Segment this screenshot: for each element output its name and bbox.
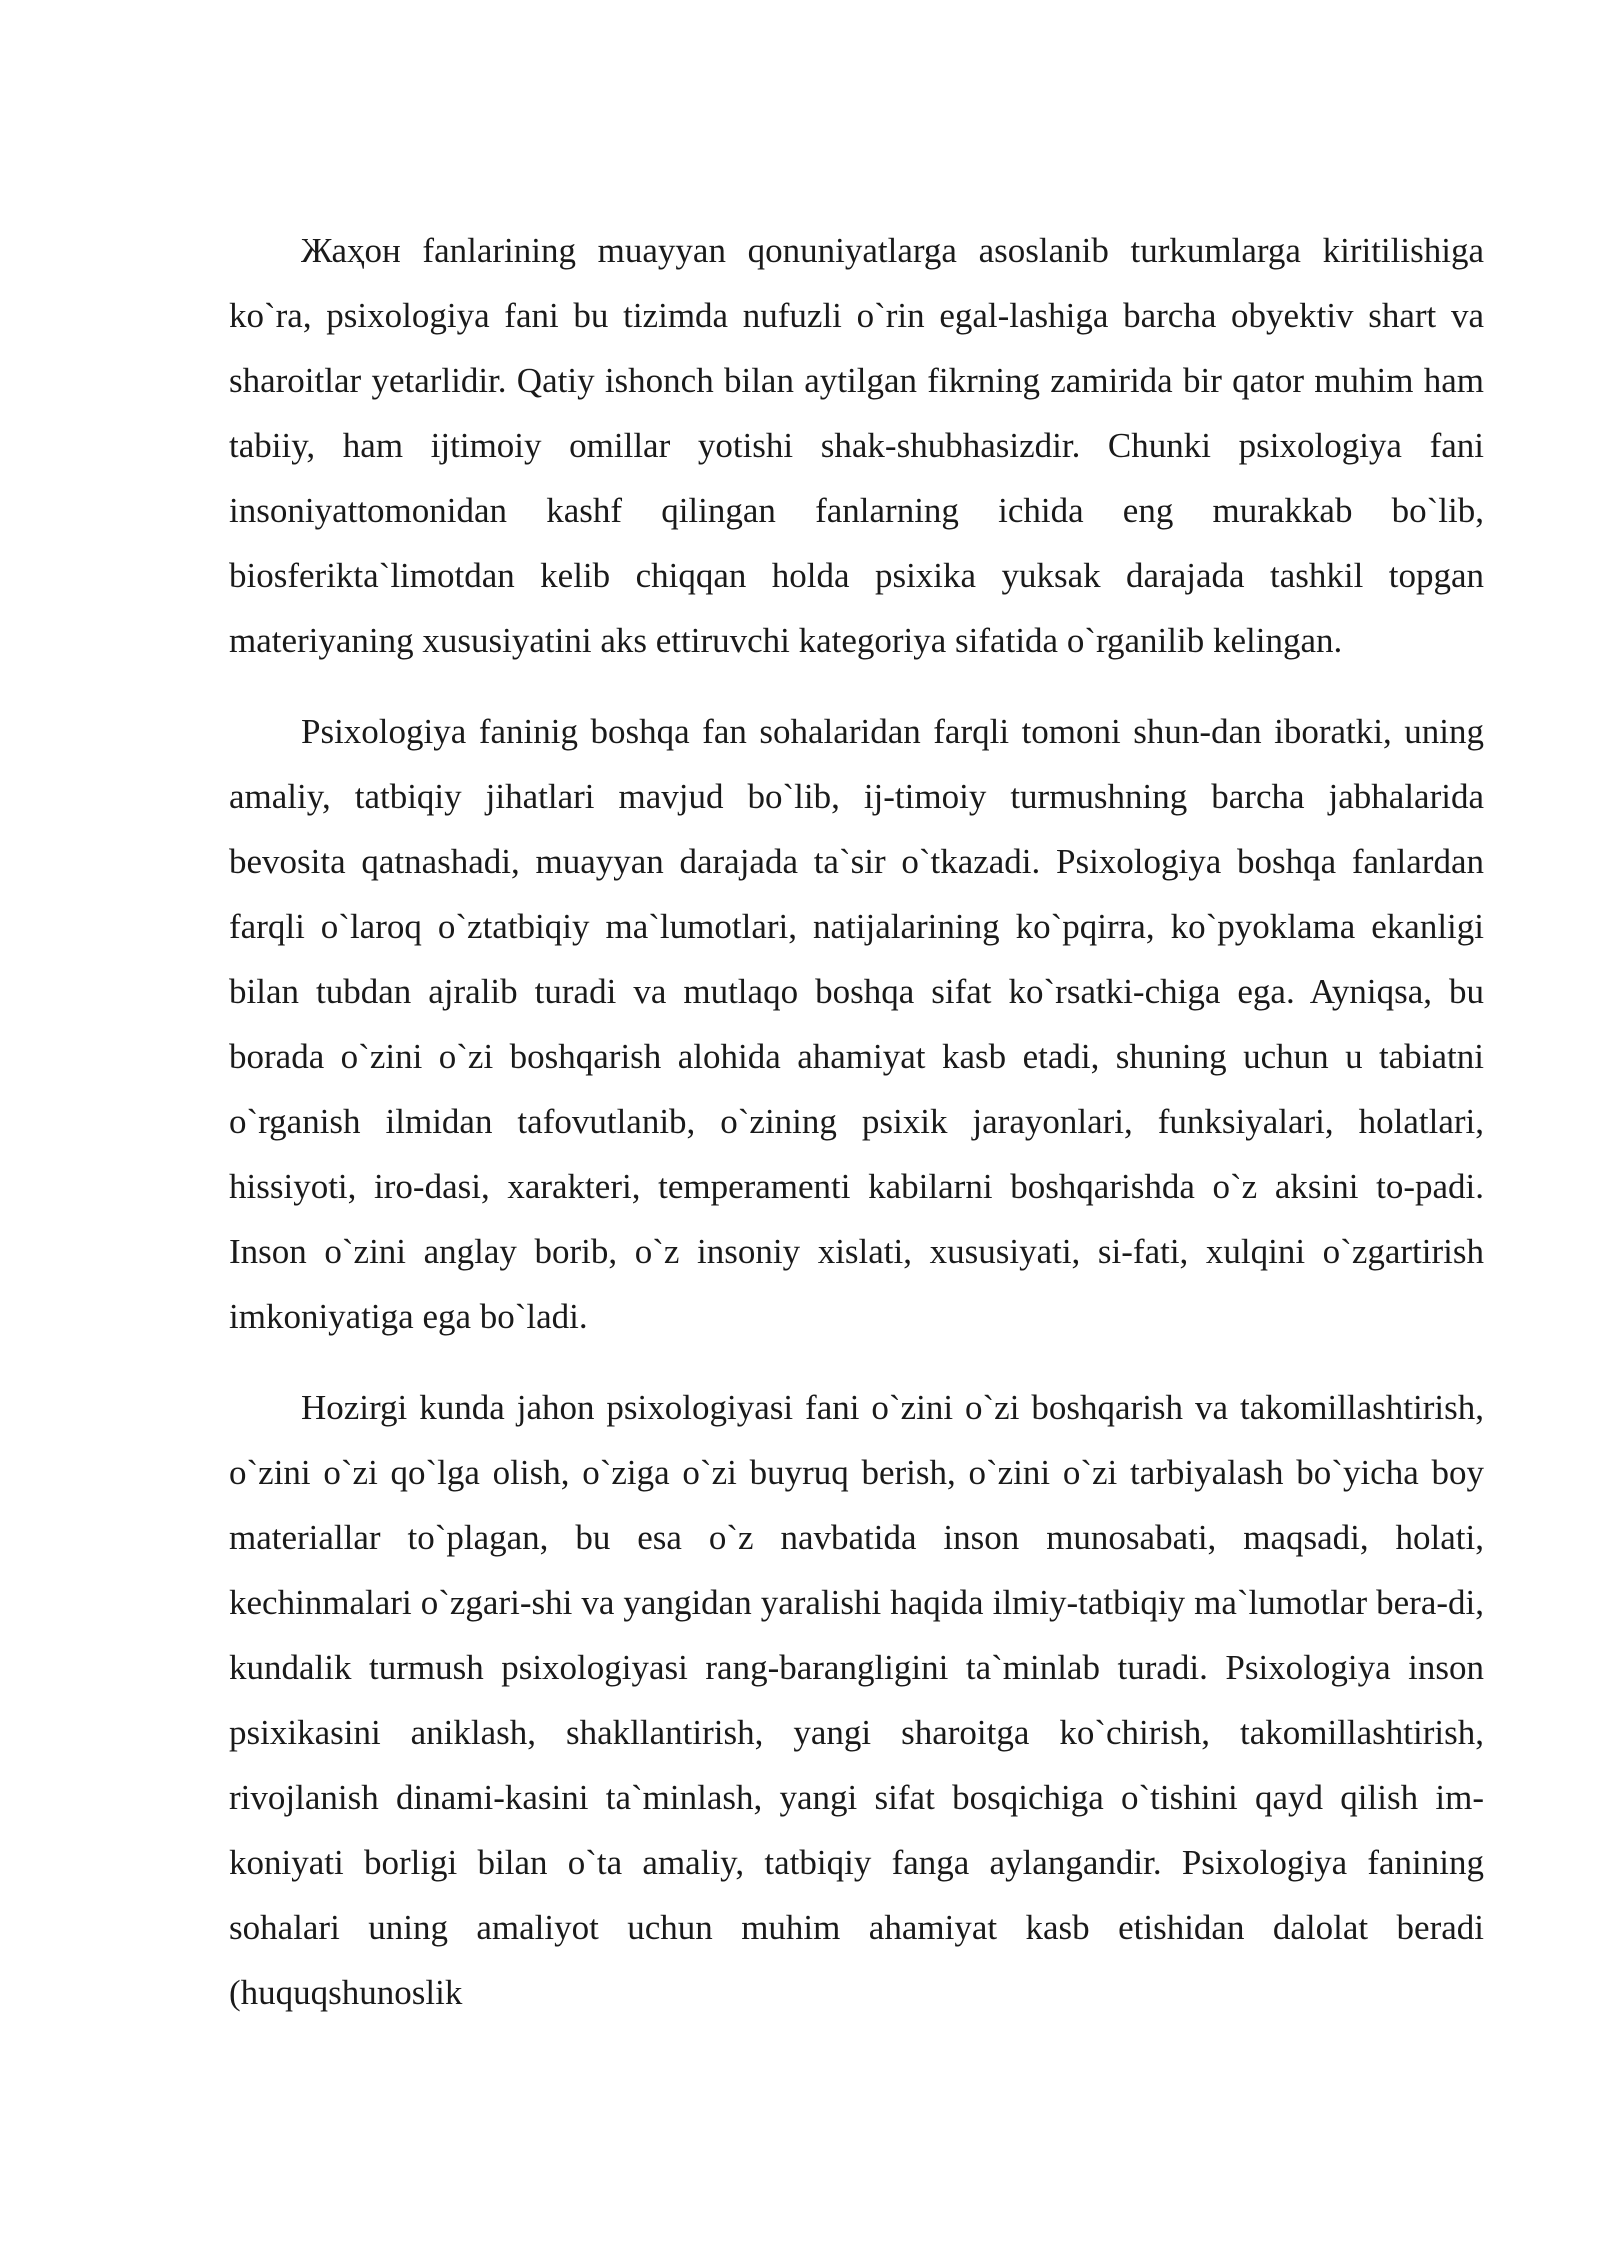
paragraph-1: Жаҳон fanlarining muayyan qonuniyatlarga asoslanib turkumlarga kiritilishiga ko`ra, psixologiya fani bu tizimda nufuzli o`rin egal-lashiga barcha obyektiv shart va sharoitlar yetarlidir. Qatiy ishonch bilan aytilgan fikrning zamirida bir qator muhim ham tabiiy, ham ijtimoiy omillar yotishi shak-shubhasizdir. Chunki psixologiya fani insoniyattomonidan kashf qilingan fanlarning ichida eng murakkab bo`lib, biosferikta`limotdan kelib chiqqan holda psixika yuksak darajada tashkil topgan materiyaning xususiyatini aks ettiruvchi kategoriya sifatida o`rganilib kelingan. [229,231,1484,660]
paragraph-3: Hozirgi kunda jahon psixologiyasi fani o`zini o`zi boshqarish va takomillashtirish, o`zini o`zi qo`lga olish, o`ziga o`zi buyruq berish, o`zini o`zi tarbiyalash bo`yicha boy materiallar to`plagan, bu esa o`z navbatida inson munosabati, maqsadi, holati, kechinmalari o`zgari-shi va yangidan yaralishi haqida ilmiy-tatbiqiy ma`lumotlar bera-di, kundalik turmush psixologiyasi rang-barangligini ta`minlab turadi. Psixologiya inson psixikasini aniklash, shakllantirish, yangi sharoitga ko`chirish, takomillashtirish, rivojlanish dinami-kasini ta`minlash, yangi sifat bosqichiga o`tishini qayd qilish im-koniyati borligi bilan o`ta amaliy, tatbiqiy fanga aylangandir. Psixologiya fanining sohalari uning amaliyot uchun muhim ahamiyat kasb etishidan dalolat beradi (huquqshunoslik [229,1388,1484,2012]
paragraph-2: Psixologiya faninig boshqa fan sohalaridan farqli tomoni shun-dan iboratki, uning amaliy, tatbiqiy jihatlari mavjud bo`lib, ij-timoiy turmushning barcha jabhalarida bevosita qatnashadi, muayyan darajada ta`sir o`tkazadi. Psixologiya boshqa fanlardan farqli o`laroq o`ztatbiqiy ma`lumotlari, natijalarining ko`pqirra, ko`pyoklama ekanligi bilan tubdan ajralib turadi va mutlaqo boshqa sifat ko`rsatki-chiga ega. Ayniqsa, bu borada o`zini o`zi boshqarish alohida ahamiyat kasb etadi, shuning uchun u tabiatni o`rganish ilmidan tafovutlanib, o`zining psixik jarayonlari, funksiyalari, holatlari, hissiyoti, iro-dasi, xarakteri, temperamenti kabilarni boshqarishda o`z aksini to-padi. Inson o`zini anglay borib, o`z insoniy xislati, xususiyati, si-fati, xulqini o`zgartirish imkoniyatiga ega bo`ladi. [229,712,1484,1336]
document-body [229,218,1484,2051]
